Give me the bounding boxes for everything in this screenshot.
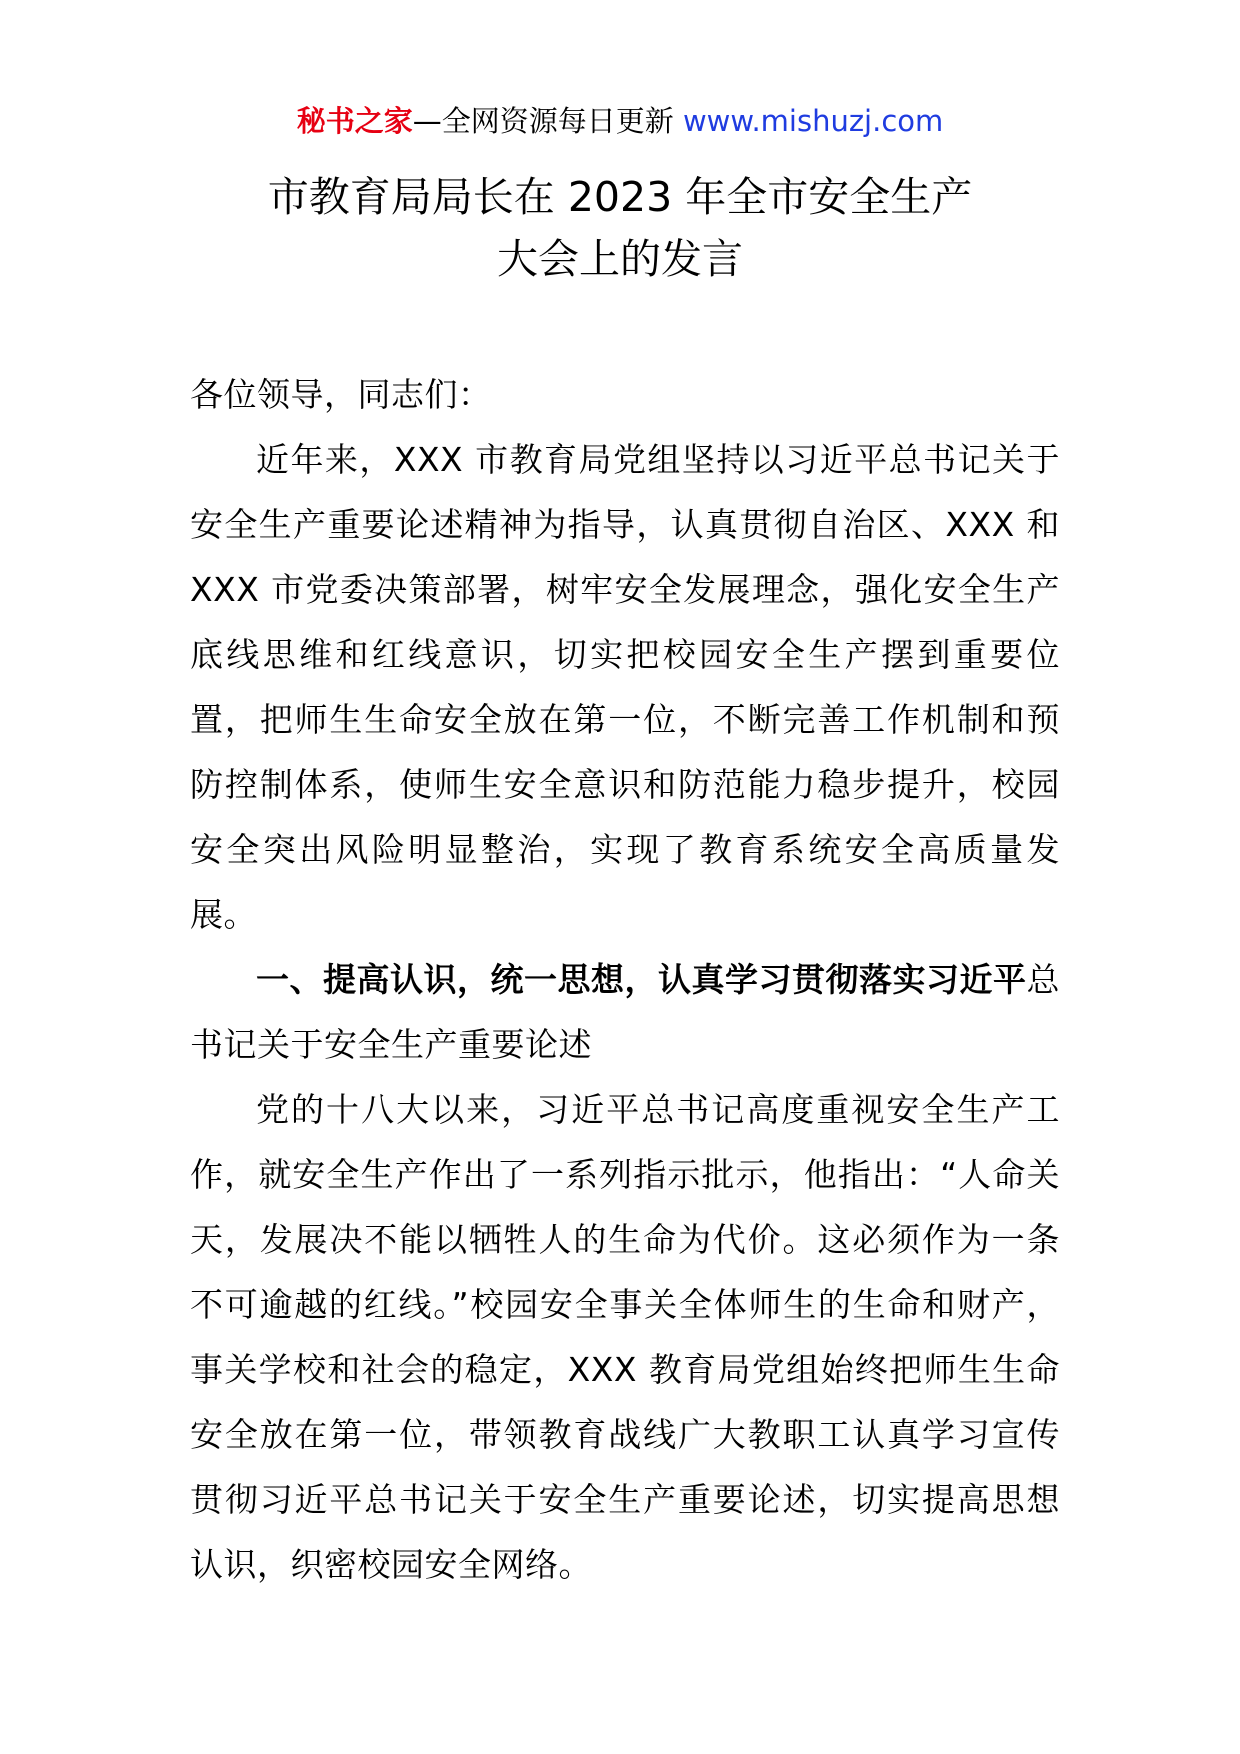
title-line-1: 市教育局局长在 2023 年全市安全生产: [267, 173, 973, 221]
brand-name: 秘书之家: [296, 104, 413, 138]
header-tagline: —全网资源每日更新: [412, 104, 683, 138]
paragraph-intro: 近年来，XXX 市教育局党组坚持以习近平总书记关于安全生产重要论述精神为指导，认真贯彻自治区、XXX 和 XXX 市党委决策部署，树牢安全发展理念，强化安全生产底线思维和红线意识，切实把校园安全生产摆到重要位置，把师生生命安全放在第一位，不断完善工作机制和预防控制体系，使师生安全意识和防范能力稳步提升，校园安全突出风险明显整治，实现了教育系统安全高质量发展。: [190, 440, 1060, 934]
site-url-link[interactable]: www.mishuzj.com: [682, 104, 944, 138]
title-line-2: 大会上的发言: [497, 235, 743, 283]
paragraph-section-1: 党的十八大以来，习近平总书记高度重视安全生产工作，就安全生产作出了一系列指示批示，他指出：“人命关天，发展决不能以牺牲人的生命为代价。这必须作为一条不可逾越的红线。”校园安全事关全体师生的生命和财产，事关学校和社会的稳定，XXX 教育局党组始终把师生生命安全放在第一位，带领教育战线广大教职工认真学习宣传贯彻习近平总书记关于安全生产重要论述，切实提高思想认识，织密校园安全网络。: [190, 1090, 1060, 1584]
section-heading-1: [190, 947, 1060, 1077]
section-heading-1-bold: 一、提高认识，统一思想，认真学习贯彻落实习近平: [256, 960, 1027, 999]
salutation: 各位领导，同志们：: [190, 375, 492, 414]
document-title: [120, 166, 1120, 290]
document-body: [190, 362, 1060, 1597]
section-heading-1-rest: 总书记关于安全生产重要论述: [190, 960, 1060, 1064]
site-header: [0, 101, 1240, 141]
